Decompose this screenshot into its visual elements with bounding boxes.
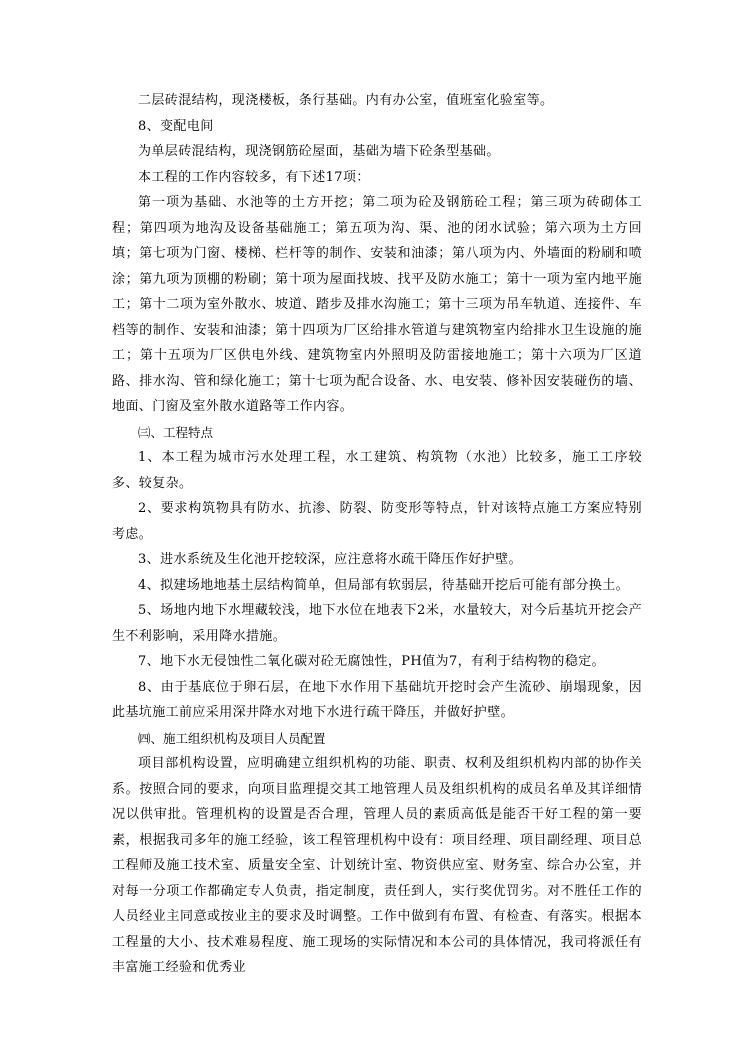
feature-item-3: 3、进水系统及生化池开挖较深，应注意将水疏干降压作好护壁。 <box>138 552 522 567</box>
paragraph-organization: 项目部机构设置，应明确建立组织机构的功能、职责、权利及组织机构内部的协作关系。按照合同的要求，向项目监理提交其工地管理人员及组织机构的成员名单及其详细情况以供审批。管理机构的设置是否合理，管理人员的素质高低是能否干好工程的第一要素，根据我司多年的施工经验，该工程管理机构中设有：项目经理、项目副经理、项目总工程师及施工技术室、质量安全室、计划统计室、物资供应室、财务室、综合办公室，并对每一分项工作都确定专人负责，指定制度，责任到人，实行奖优罚劣。对不胜任工作的人员经业主同意或按业主的要求及时调整。工作中做到有布置、有检查、有落实。根据本工程量的大小、技术难易程度、施工现场的实际情况和本公司的具体情况，我司将派任有丰富施工经验和优秀业 <box>112 756 642 975</box>
feature-item-4: 4、拟建场地地基土层结构简单，但局部有软弱层，待基础开挖后可能有部分换土。 <box>138 577 630 593</box>
feature-item-2: 2、要求构筑物具有防水、抗渗、防裂、防变形等特点，针对该特点施工方案应特别考虑。 <box>112 501 642 542</box>
feature-item-8: 8、由于基底位于卵石层，在地下水作用下基础坑开挖时会产生流砂、崩塌现象，因此基坑施工前应采用深井降水对地下水进行疏干降压，并做好护壁。 <box>112 679 642 720</box>
document-body <box>112 88 642 981</box>
feature-item-5: 5、场地内地下水埋藏较浅，地下水位在地表下2米，水量较大，对今后基坑开挖会产生不利影响，采用降水措施。 <box>112 603 642 644</box>
feature-item-1: 1、本工程为城市污水处理工程，水工建筑、构筑物（水池）比较多，施工工序较多、较复杂。 <box>112 450 642 491</box>
section-heading-project-features: ㈢、工程特点 <box>138 424 214 440</box>
paragraph-work-scope-intro: 本工程的工作内容较多，有下述17项： <box>138 169 370 185</box>
item-8-substation: 8、变配电间 <box>138 118 214 134</box>
feature-item-7: 7、地下水无侵蚀性二氧化碳对砼无腐蚀性，PH值为7，有利于结构物的稳定。 <box>138 654 606 669</box>
paragraph-office-building: 二层砖混结构，现浇楼板，条行基础。内有办公室，值班室化验室等。 <box>138 93 554 108</box>
paragraph-work-items: 第一项为基础、水池等的土方开挖；第二项为砼及钢筋砼工程；第三项为砖砌体工程；第四项为地沟及设备基础施工；第五项为沟、渠、池的闭水试验；第六项为土方回填；第七项为门窗、楼梯、栏杆等的制作、安装和油漆；第八项为内、外墙面的粉刷和喷涂；第九项为顶棚的粉刷；第十项为屋面找坡、找平及防水施工；第十一项为室内地平施工；第十二项为室外散水、坡道、踏步及排水沟施工；第十三项为吊车轨道、连接件、车档等的制作、安装和油漆；第十四项为厂区给排水管道与建筑物室内给排水卫生设施的施工；第十五项为厂区供电外线、建筑物室内外照明及防雷接地施工；第十六项为厂区道路、排水沟、管和绿化施工；第十七项为配合设备、水、电安装、修补因安装碰伤的墙、地面、门窗及室外散水道路等工作内容。 <box>112 195 642 414</box>
section-heading-organization: ㈣、施工组织机构及项目人员配置 <box>138 730 326 746</box>
paragraph-substation-structure: 为单层砖混结构，现浇钢筋砼屋面，基础为墙下砼条型基础。 <box>138 144 500 159</box>
